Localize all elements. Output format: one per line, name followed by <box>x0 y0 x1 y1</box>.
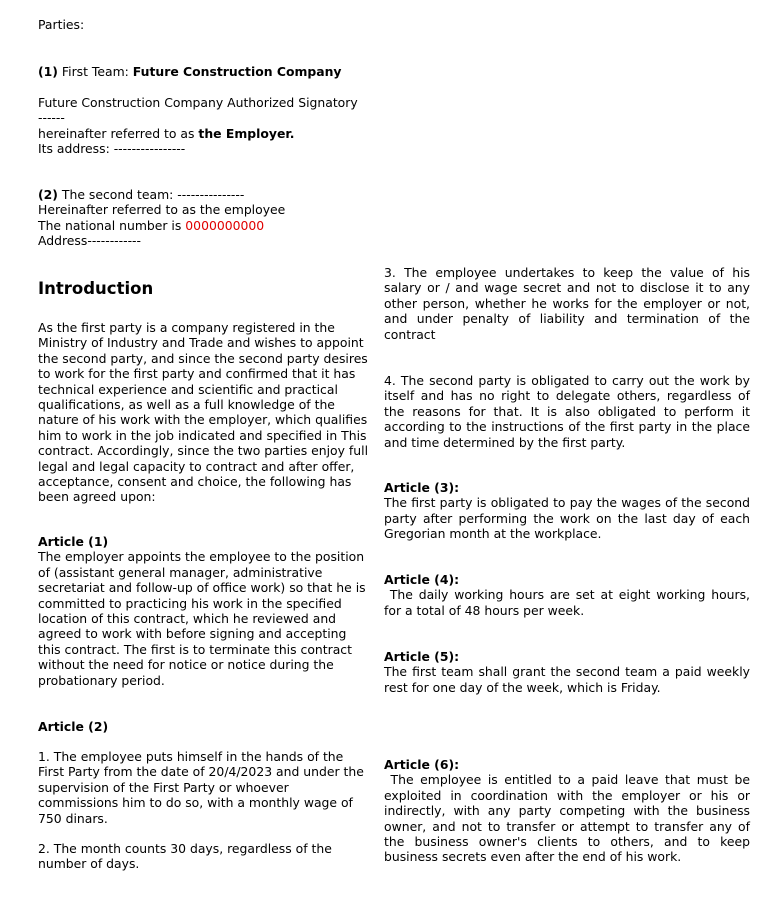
article-2-clause-1-wrap <box>38 749 368 826</box>
article-2-heading: Article (2) <box>38 719 109 734</box>
article-2-clause-2: 2. The month counts 30 days, regardless of the number of days. <box>38 841 332 872</box>
article-6-section <box>384 757 754 865</box>
article-5-body: The first team shall grant the second team a paid weekly rest for one day of the week, which is Friday. <box>384 664 750 695</box>
article-3-body: The first party is obligated to pay the wages of the second party after performing the work on the last day of each Gregorian month at the workplace. <box>384 495 750 542</box>
article-6-heading: Article (6): <box>384 757 460 772</box>
employer-address: Its address: ---------------- <box>38 141 186 157</box>
article-1-section <box>38 534 368 688</box>
article-3-section <box>384 480 750 542</box>
second-party-block <box>38 187 285 249</box>
introduction-heading: Introduction <box>38 279 154 298</box>
employee-address: Address------------ <box>38 233 141 249</box>
national-number-value: 0000000000 <box>185 217 265 233</box>
national-number-line: The national number is 0000000000 <box>38 217 265 233</box>
first-party-block <box>38 64 342 79</box>
article-3-heading: Article (3): <box>384 480 460 495</box>
second-party-title: (2) The second team: --------------- <box>38 187 245 202</box>
article-2-clause-2-wrap <box>38 841 368 872</box>
article-4-body: The daily working hours are set at eight working hours, for a total of 48 hours per week. <box>384 587 754 618</box>
article-1-body: The employer appoints the employee to the position of (assistant general manager, administrative secretariat and follow-up of office work) so that he is committed to practicing his work in the specified location of this contract, which he reviewed and agreed to work with before signing and accepting this contract. The first is to terminate this contract without the need for notice or notice during the probationary period. <box>38 549 366 688</box>
signatory-dashes: ------ <box>38 110 65 126</box>
article-4-heading: Article (4): <box>384 572 460 587</box>
first-party-title: (1) First Team: Future Construction Company <box>38 64 342 79</box>
first-party-details <box>38 95 358 157</box>
first-party-name: Future Construction Company <box>132 64 342 79</box>
employer-referred-line: hereinafter referred to as the Employer. <box>38 125 295 141</box>
introduction-body: As the first party is a company registered in the Ministry of Industry and Trade and wishes to appoint the second party, and since the second party desires to work for the first party and confirmed that it has technical experience and scientific and practical qualifications, as well as a full knowledge of the nature of his work with the employer, which qualifies him to work in the job indicated and specified in This contract. Accordingly, since the two parties enjoy full legal and legal capacity to contract and after offer, acceptance, consent and choice, the following has been agreed upon: <box>38 320 369 505</box>
parties-label: Parties: <box>38 17 85 32</box>
article-2-clause-1: 1. The employee puts himself in the hands of the First Party from the date of 20/4/2023 and under the supervision of the First Party or whoever commissions him to do so, with a monthly wage of 750 dinars. <box>38 749 364 826</box>
article-2-section <box>38 719 368 734</box>
article-5-section <box>384 649 750 695</box>
introduction-body-wrap <box>38 320 368 505</box>
article-5-heading: Article (5): <box>384 649 460 664</box>
article-1-heading: Article (1) <box>38 534 109 549</box>
article-2-clause-4: 4. The second party is obligated to carry out the work by itself and has no right to delegate others, regardless of the reasons for that. It is also obligated to perform it according to the instructions of the first party in the place and time determined by the first party. <box>384 373 750 450</box>
employee-referred-line: Hereinafter referred to as the employee <box>38 202 286 218</box>
article-6-body: The employee is entitled to a paid leave that must be exploited in coordination with the employer or his or indirectly, with any party competing with the business owner, and not to transfer or attempt to transfer any of the business owner's clients to others, and to keep business secrets even after the end of his work. <box>384 772 754 865</box>
article-2-clause-4-wrap <box>384 373 750 450</box>
article-4-section <box>384 572 754 618</box>
introduction-section <box>38 279 368 299</box>
signatory-line: Future Construction Company Authorized Signatory <box>38 95 358 110</box>
article-2-clause-3-wrap <box>384 265 750 342</box>
article-2-clause-3: 3. The employee undertakes to keep the value of his salary or / and wage secret and not to disclose it to any other person, whether he works for the employer or not, and under penalty of liability and termination of the contract <box>384 265 750 342</box>
